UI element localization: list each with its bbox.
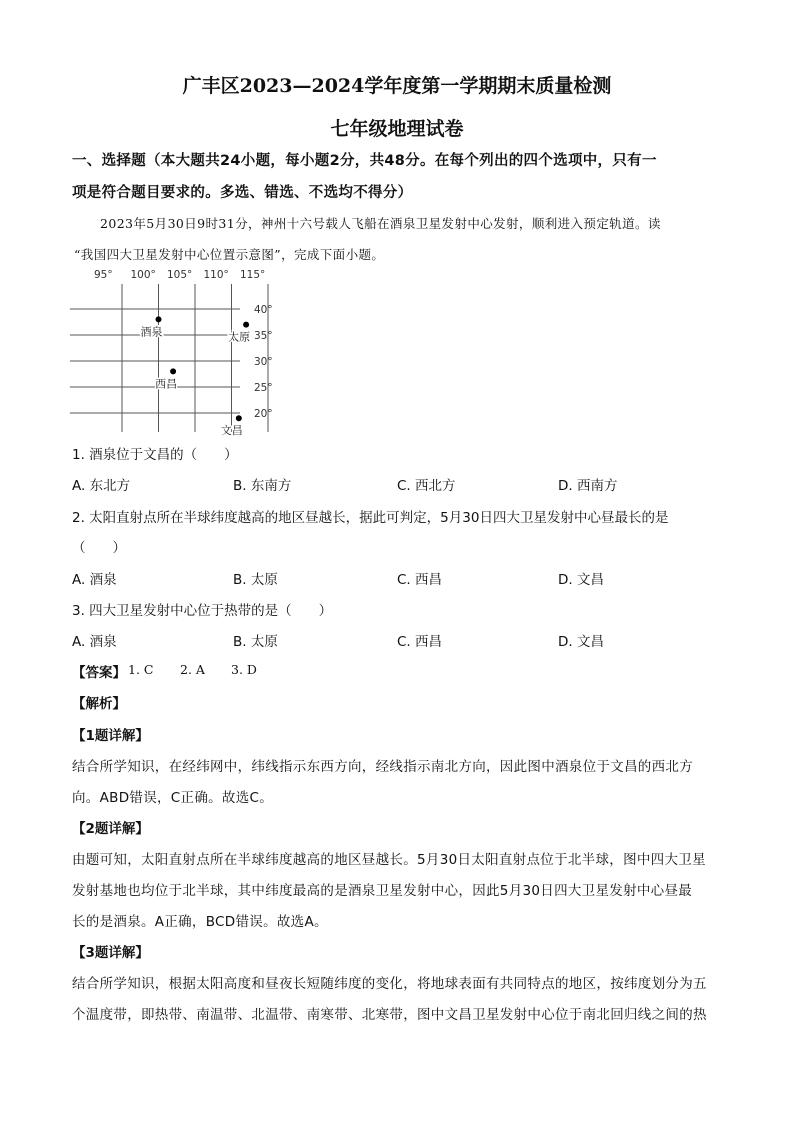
section-heading-line1: 一、选择题（本大题共24小题，每小题2分，共48分。在每个列出的四个选项中，只有一 xyxy=(72,153,657,169)
city-label: 文昌 xyxy=(220,424,243,437)
q2-option-c: C. 西昌 xyxy=(397,572,443,588)
city-label: 西昌 xyxy=(155,377,178,391)
detail-2-label: 【2题详解】 xyxy=(72,821,149,837)
latitude-label: 35° xyxy=(254,330,273,342)
question-2-stem: 2. 太阳直射点所在半球纬度越高的地区昼越长，据此可判定，5月30日四大卫星发射中心昼最长的是 xyxy=(72,510,669,526)
latitude-label: 40° xyxy=(254,304,273,316)
detail-3-line1: 结合所学知识，根据太阳高度和昼夜长短随纬度的变化，将地球表面有共同特点的地区，按纬度划分为五 xyxy=(72,976,707,992)
question-1-stem: 1. 酒泉位于文昌的（ ） xyxy=(72,447,238,463)
detail-2-line1: 由题可知，太阳直射点所在半球纬度越高的地区昼越长。5月30日太阳直射点位于北半球，图中四大卫星 xyxy=(72,852,706,868)
city-marker xyxy=(236,415,242,421)
q1-option-d: D. 西南方 xyxy=(558,478,618,494)
longitude-label: 100° xyxy=(130,269,156,281)
longitude-label: 110° xyxy=(203,269,229,281)
analysis-label: 【解析】 xyxy=(72,696,126,712)
longitude-label: 105° xyxy=(167,269,193,281)
q3-option-c: C. 西昌 xyxy=(397,634,443,650)
latitude-label: 30° xyxy=(254,356,273,368)
q1-option-c: C. 西北方 xyxy=(397,478,456,494)
passage-line2: “我国四大卫星发射中心位置示意图”，完成下面小题。 xyxy=(74,247,385,262)
city-marker xyxy=(243,322,249,328)
longitude-label: 115° xyxy=(240,269,266,281)
city-label: 太原 xyxy=(228,330,251,344)
q3-option-a: A. 酒泉 xyxy=(72,634,117,650)
q2-option-b: B. 太原 xyxy=(233,572,278,588)
passage-line1: 2023年5月30日9时31分，神州十六号载人飞船在酒泉卫星发射中心发射，顺利进入预定轨道。读 xyxy=(100,216,661,231)
answer-label: 【答案】 xyxy=(72,665,126,681)
detail-2-line3: 长的是酒泉。A正确，BCD错误。故选A。 xyxy=(72,914,328,930)
latitude-label: 25° xyxy=(254,382,273,394)
detail-3-label: 【3题详解】 xyxy=(72,945,149,961)
city-marker xyxy=(156,316,162,322)
launch-center-map xyxy=(70,262,290,437)
q3-option-b: B. 太原 xyxy=(233,634,278,650)
detail-1-line1: 结合所学知识，在经纬网中，纬线指示东西方向，经线指示南北方向，因此图中酒泉位于文昌的西北方 xyxy=(72,759,693,775)
detail-1-line2: 向。ABD错误，C正确。故选C。 xyxy=(72,790,274,806)
question-3-stem: 3. 四大卫星发射中心位于热带的是（ ） xyxy=(72,603,333,619)
section-heading-line2: 项是符合题目要求的。多选、错选、不选均不得分） xyxy=(72,185,413,201)
q1-option-b: B. 东南方 xyxy=(233,478,292,494)
q2-option-a: A. 酒泉 xyxy=(72,572,117,588)
exam-subtitle: 七年级地理试卷 xyxy=(330,118,464,140)
city-label: 酒泉 xyxy=(140,325,163,339)
latitude-label: 20° xyxy=(254,408,273,420)
question-2-stem-cont: （ ） xyxy=(72,540,126,556)
q2-option-d: D. 文昌 xyxy=(558,572,604,588)
q1-option-a: A. 东北方 xyxy=(72,478,131,494)
detail-3-line2: 个温度带，即热带、南温带、北温带、南寒带、北寒带，图中文昌卫星发射中心位于南北回归线之间的热 xyxy=(72,1007,707,1023)
city-marker xyxy=(170,368,176,374)
detail-1-label: 【1题详解】 xyxy=(72,728,149,744)
answer-2: 2. A xyxy=(180,662,205,677)
answer-1: 1. C xyxy=(128,662,154,677)
answer-3: 3. D xyxy=(231,662,257,677)
longitude-label: 95° xyxy=(94,269,113,281)
detail-2-line2: 发射基地也均位于北半球，其中纬度最高的是酒泉卫星发射中心，因此5月30日四大卫星发射中心昼最 xyxy=(72,883,693,899)
exam-title: 广丰区2023—2024学年度第一学期期末质量检测 xyxy=(182,75,612,97)
q3-option-d: D. 文昌 xyxy=(558,634,604,650)
